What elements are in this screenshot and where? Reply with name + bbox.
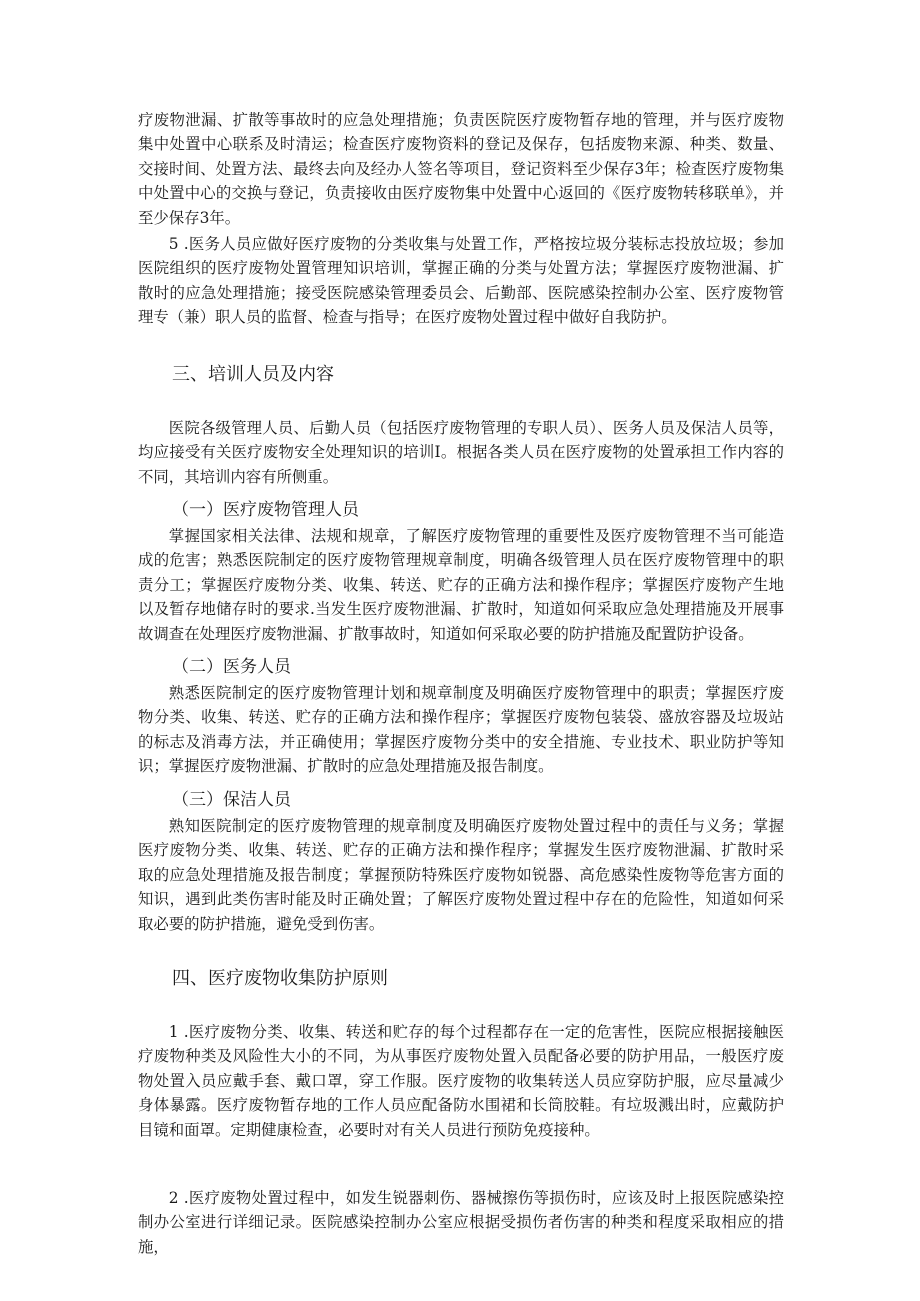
paragraph-medical-staff: 熟悉医院制定的医疗废物管理计划和规章制度及明确医疗废物管理中的职责；掌握医疗废物分类、收集、转送、贮存的正确方法和操作程序；掌握医疗废物包装袋、盛放容器及垃圾站的标志及消毒方法，并正确使用；掌握医疗废物分类中的安全措施、专业技术、职业防护等知识；掌握医疗废物泄漏、扩散时的应急处理措施及报告制度。 bbox=[138, 684, 784, 776]
paragraph-training-intro: 医院各级管理人员、后勤人员（包括医疗废物管理的专职人员）、医务人员及保洁人员等，均应接受有关医疗废物安全处理知识的培训I。根据各类人员在医疗废物的处置承担工作内容的不同，其培训内容有所侧重。 bbox=[138, 419, 784, 486]
paragraph-protection-rule-2: 2 .医疗废物处置过程中，如发生锐器刺伤、器械擦伤等损伤时，应该及时上报医院感染控制办公室进行详细记录。医院感染控制办公室应根据受损伤者伤害的种类和程度采取相应的措施， bbox=[138, 1189, 784, 1256]
paragraph-medical-staff-duties: 5 .医务人员应做好医疗废物的分类收集与处置工作，严格按垃圾分装标志投放垃圾；参加医院组织的医疗废物处置管理知识培训，掌握正确的分类与处置方法；掌握医疗废物泄漏、扩散时的应急处理措施；接受医院感染管理委员会、后勤部、医院感染控制办公室、医疗废物管理专（兼）职人员的监督、检查与指导；在医疗废物处置过程中做好自我防护。 bbox=[138, 235, 784, 327]
section-heading-training: 三、培训人员及内容 bbox=[172, 364, 334, 385]
paragraph-waste-storage-duties: 疗废物泄漏、扩散等事故时的应急处理措施；负责医院医疗废物暂存地的管理，并与医疗废物集中处置中心联系及时清运；检查医疗废物资料的登记及保存，包括废物来源、种类、数量、交接时间、处置方法、最终去向及经办人签名等项目，登记资料至少保存3年；检查医疗废物集中处置中心的交换与登记，负责接收由医疗废物集中处置中心返回的《医疗废物转移联单》，并至少保存3年。 bbox=[138, 111, 784, 227]
paragraph-cleaning-staff: 熟知医院制定的医疗废物管理的规章制度及明确医疗废物处置过程中的责任与义务；掌握医疗废物分类、收集、转送、贮存的正确方法和操作程序；掌握发生医疗废物泄漏、扩散时采取的应急处理措施及报告制度；掌握预防特殊医疗废物如锐器、高危感染性废物等危害方面的知识，遇到此类伤害时能及时正确处置；了解医疗废物处置过程中存在的危险性，知道如何采取必要的防护措施，避免受到伤害。 bbox=[138, 817, 784, 933]
subheading-waste-managers: （一）医疗废物管理人员 bbox=[172, 500, 359, 520]
subheading-medical-staff: （二）医务人员 bbox=[172, 657, 291, 677]
section-heading-protection: 四、医疗废物收集防护原则 bbox=[172, 968, 388, 989]
subheading-cleaning-staff: （三）保洁人员 bbox=[172, 790, 291, 810]
paragraph-waste-managers: 掌握国家相关法律、法规和规章，了解医疗废物管理的重要性及医疗废物管理不当可能造成的危害；熟悉医院制定的医疗废物管理规章制度，明确各级管理人员在医疗废物管理中的职责分工；掌握医疗废物分类、收集、转送、贮存的正确方法和操作程序；掌握医疗废物产生地以及暂存地储存时的要求.当发生医疗废物泄漏、扩散时，知道如何采取应急处理措施及开展事故调查在处理医疗废物泄漏、扩散事故时，知道如何采取必要的防护措施及配置防护设备。 bbox=[138, 527, 784, 643]
paragraph-protection-rule-1: 1 .医疗废物分类、收集、转送和贮存的每个过程都存在一定的危害性，医院应根据接触医疗废物种类及风险性大小的不同，为从事医疗废物处置入员配备必要的防护用品，一般医疗废物处置入员应戴手套、戴口罩，穿工作服。医疗废物的收集转送人员应穿防护服，应尽量减少身体暴露。医疗废物暂存地的工作人员应配备防水围裙和长筒胶鞋。有垃圾溅出时，应戴防护目镜和面罩。定期健康检查，必要时对有关人员进行预防免疫接种。 bbox=[138, 1023, 784, 1139]
